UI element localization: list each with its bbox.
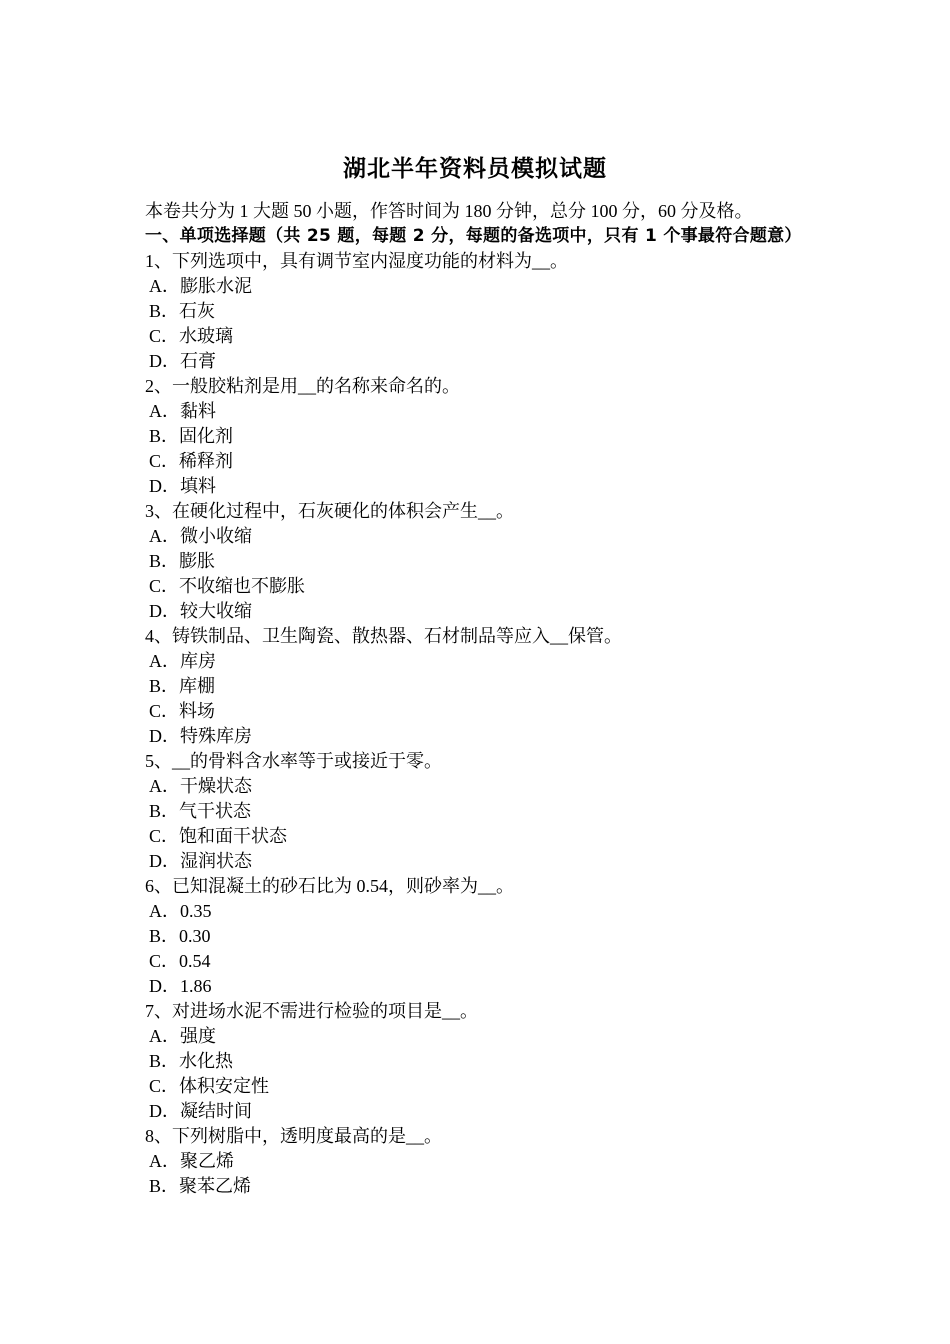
option-a: A．强度 [149,1026,216,1046]
question-text: 4、铸铁制品、卫生陶瓷、散热器、石材制品等应入__保管。 [145,626,622,646]
option-a: A．膨胀水泥 [149,276,252,296]
question-text: 1、下列选项中，具有调节室内湿度功能的材料为__。 [145,251,568,271]
option-c: C．饱和面干状态 [149,826,288,846]
option-b: B．膨胀 [149,551,216,571]
option-b: B．气干状态 [149,801,252,821]
option-d: D．石膏 [149,351,216,371]
question-block [145,249,815,374]
option-a: A．聚乙烯 [149,1151,234,1171]
option-d: D．较大收缩 [149,601,252,621]
option-c: C．体积安定性 [149,1076,270,1096]
question-text: 3、在硬化过程中，石灰硬化的体积会产生__。 [145,501,514,521]
question-text: 7、对进场水泥不需进行检验的项目是__。 [145,1001,478,1021]
option-c: C．不收缩也不膨胀 [149,576,306,596]
option-d: D．填料 [149,476,216,496]
question-block [145,624,815,749]
question-text: 2、一般胶粘剂是用__的名称来命名的。 [145,376,460,396]
option-d: D．湿润状态 [149,851,252,871]
question-text: 8、下列树脂中，透明度最高的是__。 [145,1126,442,1146]
section-heading: 一、单项选择题（共 25 题，每题 2 分，每题的备选项中，只有 1 个事最符合题意） [145,226,802,246]
document-title: 湖北半年资料员模拟试题 [343,156,607,181]
exam-intro: 本卷共分为 1 大题 50 小题，作答时间为 180 分钟，总分 100 分，60 分及格。 [145,201,753,221]
question-block [145,749,815,874]
option-b: B．水化热 [149,1051,234,1071]
question-block [145,999,815,1124]
option-c: C．0.54 [149,951,211,971]
question-block [145,374,815,499]
question-block [145,1124,815,1199]
question-text: 6、已知混凝土的砂石比为 0.54，则砂率为__。 [145,876,514,896]
option-b: B．石灰 [149,301,216,321]
option-b: B．固化剂 [149,426,234,446]
option-d: D．特殊库房 [149,726,252,746]
option-c: C．稀释剂 [149,451,234,471]
option-a: A．库房 [149,651,216,671]
document-body [145,199,815,1199]
option-d: D．凝结时间 [149,1101,252,1121]
option-a: A．干燥状态 [149,776,252,796]
question-block [145,874,815,999]
question-text: 5、__的骨料含水率等于或接近于零。 [145,751,442,771]
option-a: A．微小收缩 [149,526,252,546]
question-block [145,499,815,624]
option-b: B．库棚 [149,676,216,696]
option-b: B．聚苯乙烯 [149,1176,252,1196]
option-c: C．料场 [149,701,216,721]
option-c: C．水玻璃 [149,326,234,346]
option-d: D．1.86 [149,976,212,996]
option-a: A．0.35 [149,901,212,921]
option-b: B．0.30 [149,926,211,946]
option-a: A．黏料 [149,401,216,421]
